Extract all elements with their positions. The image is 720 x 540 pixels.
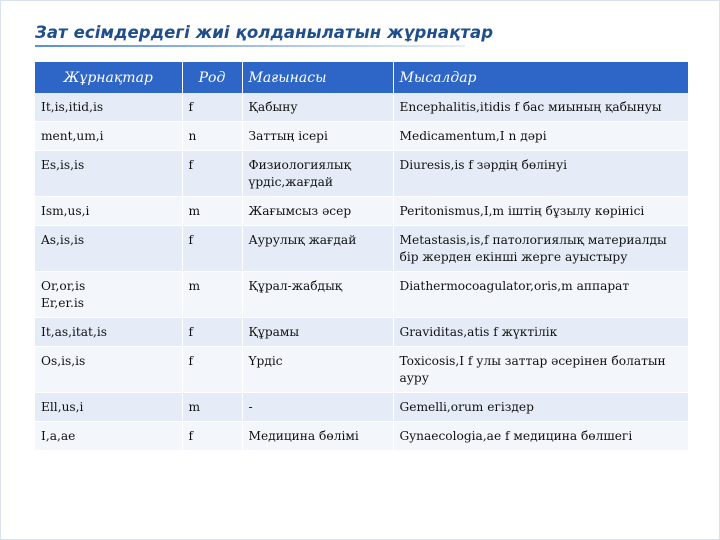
meaning-cell: Құрамы [242,318,393,347]
gender-cell: f [182,226,242,272]
suffix-cell: ment,um,i [35,122,182,151]
meaning-cell: Медицина бөлімі [242,422,393,451]
header-suffix: Жұрнақтар [35,62,182,93]
gender-cell: f [182,347,242,393]
meaning-cell: Аурулық жағдай [242,226,393,272]
example-cell: Toxicosis,I f улы заттар әсерінен болатын ауру [393,347,688,393]
table-row [35,226,688,272]
suffix-cell: Ism,us,i [35,197,182,226]
header-example: Мысалдар [393,62,688,93]
suffix-cell: Ell,us,i [35,393,182,422]
meaning-cell: - [242,393,393,422]
example-cell: Graviditas,atis f жүктілік [393,318,688,347]
example-cell: Diathermocoagulator,oris,m аппарат [393,272,688,318]
table-row [35,347,688,393]
table-row [35,93,688,122]
table-row [35,197,688,226]
table-header-row [35,62,688,93]
meaning-cell: Жағымсыз әсер [242,197,393,226]
table-row [35,122,688,151]
example-cell: Encephalitis,itidis f бас миының қабынуы [393,93,688,122]
gender-cell: f [182,318,242,347]
gender-cell: m [182,197,242,226]
table-row [35,151,688,197]
slide-title: Зат есімдердегі жиі қолданылатын жұрнақтар [35,23,494,42]
suffix-table [35,62,688,451]
gender-cell: f [182,93,242,122]
suffix-cell: It,as,itat,is [35,318,182,347]
gender-cell: n [182,122,242,151]
meaning-cell: Заттың ісері [242,122,393,151]
suffix-cell: It,is,itid,is [35,93,182,122]
example-cell: Peritonismus,I,m іштің бұзылу көрінісі [393,197,688,226]
table-row [35,422,688,451]
suffix-cell: Os,is,is [35,347,182,393]
example-cell: Medicamentum,I n дәрі [393,122,688,151]
meaning-cell: Физиологиялық үрдіс,жағдай [242,151,393,197]
meaning-cell: Қабыну [242,93,393,122]
meaning-cell: Үрдіс [242,347,393,393]
suffix-cell: Or,or,is Er,er.is [35,272,182,318]
example-cell: Gemelli,orum егіздер [393,393,688,422]
suffix-cell: As,is,is [35,226,182,272]
gender-cell: f [182,422,242,451]
gender-cell: m [182,272,242,318]
example-cell: Gynaecologia,ae f медицина бөлшегі [393,422,688,451]
gender-cell: f [182,151,242,197]
table-row [35,393,688,422]
gender-cell: m [182,393,242,422]
suffix-cell: I,a,ae [35,422,182,451]
table-row [35,272,688,318]
example-cell: Metastasis,is,f патологиялық материалды бір жерден екінші жерге ауыстыру [393,226,688,272]
suffix-cell: Es,is,is [35,151,182,197]
header-gender: Род [182,62,242,93]
meaning-cell: Құрал-жабдық [242,272,393,318]
title-underline [35,45,465,47]
table-row [35,318,688,347]
header-meaning: Мағынасы [242,62,393,93]
example-cell: Diuresis,is f зәрдің бөлінуі [393,151,688,197]
